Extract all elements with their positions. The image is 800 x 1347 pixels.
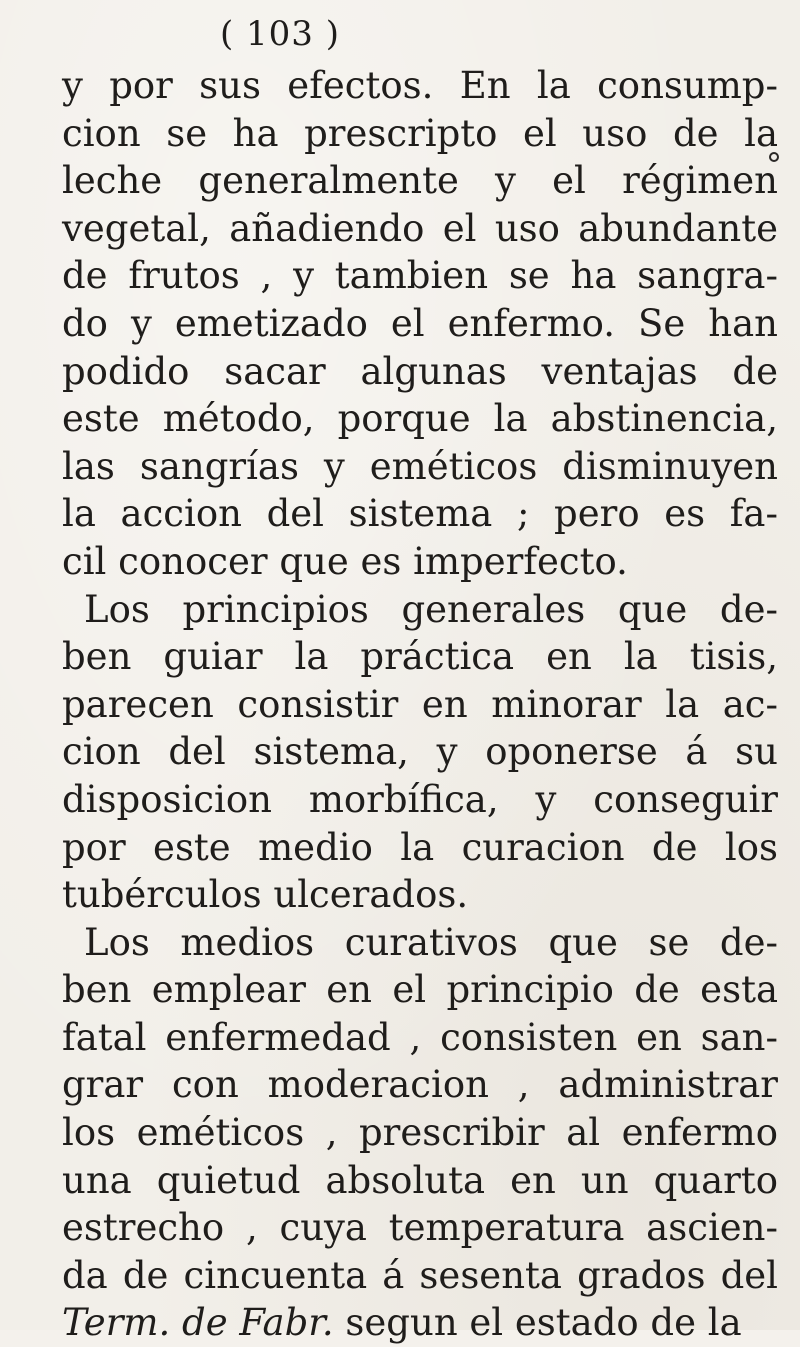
text-line: da de cincuenta á sesenta grados del — [62, 1253, 778, 1297]
last-line-text: segun el estado de la — [345, 1301, 742, 1345]
text-line: fatal enfermedad , consisten en san- — [62, 1015, 778, 1059]
text-line: leche generalmente y el régimen — [62, 159, 778, 203]
text-line: podido sacar algunas ventajas de — [62, 349, 778, 393]
text-line: Los medios curativos que se de- — [84, 920, 778, 964]
text-line: cion del sistema, y oponerse á su — [62, 730, 778, 774]
text-line: estrecho , cuya temperatura ascien- — [62, 1206, 778, 1250]
text-line: ben guiar la práctica en la tisis, — [62, 635, 778, 679]
text-line: ben emplear en el principio de esta — [62, 968, 778, 1012]
text-line: cion se ha prescripto el uso de la — [62, 111, 778, 155]
text-line: la accion del sistema ; pero es fa- — [62, 492, 778, 536]
text-line: cil conocer que es imperfecto. — [62, 539, 628, 583]
text-line: grar con moderacion , administrar — [62, 1063, 778, 1107]
text-line: tubérculos ulcerados. — [62, 873, 469, 917]
text-line: disposicion morbífica, y conseguir — [62, 777, 778, 821]
text-line: parecen consistir en minorar la ac- — [62, 682, 778, 726]
text-line: una quietud absoluta en un quarto — [62, 1158, 778, 1202]
page-number: ( 103 ) — [219, 14, 341, 54]
text-line: y por sus efectos. En la consump- — [62, 64, 778, 107]
fahrenheit-abbreviation: de Fabr. — [182, 1301, 334, 1345]
text-line: este método, porque la abstinencia, — [62, 397, 778, 441]
thermometer-abbreviation: Term. — [62, 1301, 171, 1345]
text-line-last — [62, 1299, 778, 1347]
text-line: los eméticos , prescribir al enfermo — [62, 1111, 778, 1155]
text-line: do y emetizado el enfermo. Se han — [62, 301, 778, 345]
text-line: de frutos , y tambien se ha sangra- — [62, 254, 778, 298]
text-line: vegetal, añadiendo el uso abundante — [62, 206, 778, 250]
text-line: las sangrías y eméticos disminuyen — [62, 444, 778, 488]
body-text — [62, 62, 778, 1347]
text-line: Los principios generales que de- — [84, 587, 778, 631]
text-line: por este medio la curacion de los — [62, 825, 778, 869]
